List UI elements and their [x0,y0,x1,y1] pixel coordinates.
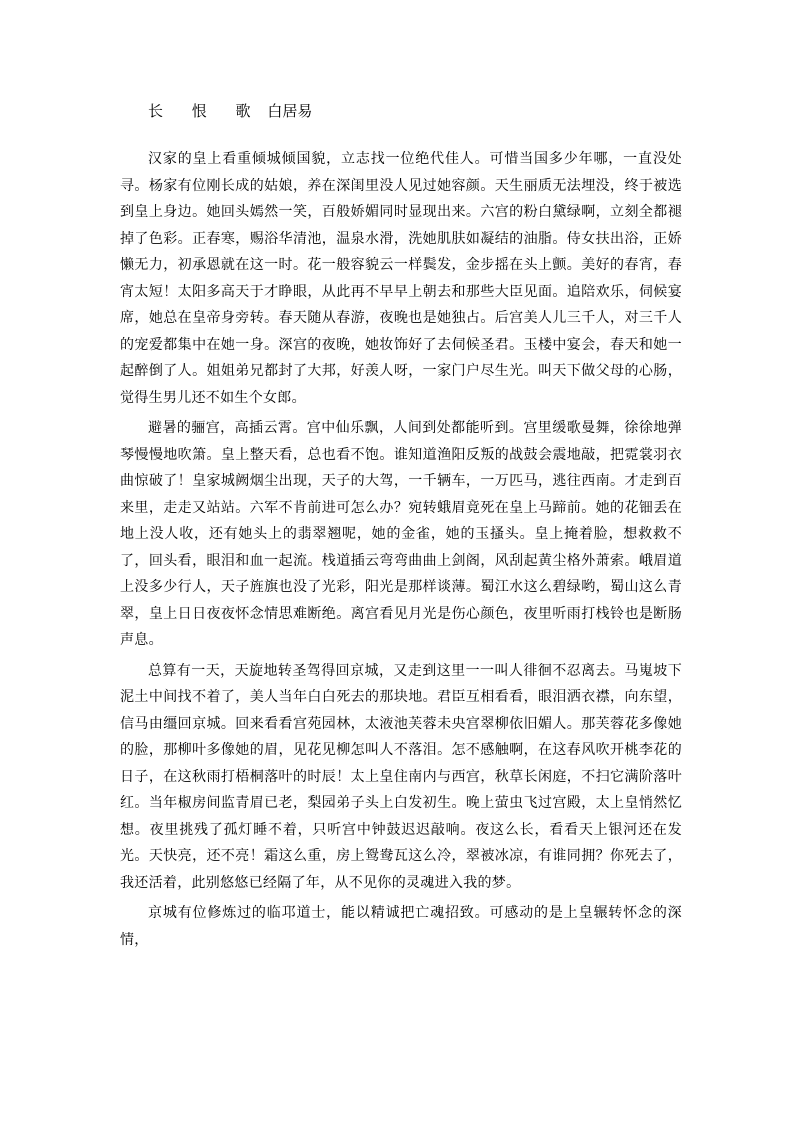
paragraph-1: 汉家的皇上看重倾城倾国貌，立志找一位绝代佳人。可惜当国多少年哪，一直没处寻。杨家有位刚长成的姑娘，养在深闺里没人见过她容颜。天生丽质无法埋没，终于被选到皇上身边。她回头嫣然一笑，百般娇媚同时显现出来。六宫的粉白黛绿啊，立刻全都褪掉了色彩。正春寒，赐浴华清池，温泉水滑，洗她肌肤如凝结的油脂。侍女扶出浴，正娇懒无力，初承恩就在这一时。花一般容貌云一样鬓发，金步摇在头上颤。美好的春宵，春宵太短！太阳多高天于才睁眼，从此再不早早上朝去和那些大臣见面。追陪欢乐，伺候宴席，她总在皇帝身旁转。春天随从春游，夜晚也是她独占。后宫美人儿三千人，对三千人的宠爱都集中在她一身。深宫的夜晚，她妆饰好了去伺候圣君。玉楼中宴会，春天和她一起醉倒了人。姐姐弟兄都封了大邦，好羡人呀，一家门户尽生光。叫天下做父母的心肠，觉得生男儿还不如生个女郎。 [120,151,682,406]
document-title [148,96,682,126]
document-page [120,96,682,1106]
title-author: 白居易 [267,102,313,120]
title-main: 长 恨 歌 [148,102,263,120]
paragraph-3: 总算有一天，天旋地转圣驾得回京城，又走到这里一一叫人徘徊不忍离去。马嵬坡下泥土中间找不着了，美人当年白白死去的那块地。君臣互相看看，眼泪洒衣襟，向东望，信马由缰回京城。回来看看宫苑园林，太液池芙蓉未央宫翠柳依旧媚人。那芙蓉花多像她的脸，那柳叶多像她的眉，见花见柳怎叫人不落泪。怎不感触啊，在这春风吹开桃李花的日子，在这秋雨打梧桐落叶的时辰！太上皇住南内与西宫，秋草长闲庭，不扫它满阶落叶红。当年椒房间监青眉已老，梨园弟子头上白发初生。晚上萤虫飞过宫殿，太上皇悄然忆想。夜里挑残了孤灯睡不着，只听宫中钟鼓迟迟敲响。夜这么长，看看天上银河还在发光。天快亮，还不亮！霜这么重，房上鸳鸯瓦这么冷，翠被冰凉，有谁同拥？你死去了，我还活着，此别悠悠已经隔了年，从不见你的灵魂进入我的梦。 [120,662,682,891]
paragraph-2: 避暑的骊宫，高插云霄。宫中仙乐飘，人间到处都能听到。宫里缓歌曼舞，徐徐地弹琴慢慢地吹箫。皇上整天看，总也看不饱。谁知道渔阳反叛的战鼓会震地敲，把霓裳羽衣曲惊破了！皇家城阙烟尘出现，天子的大驾，一千辆车，一万匹马，逃往西南。才走到百来里，走走又站站。六军不肯前进可怎么办？宛转蛾眉竟死在皇上马蹄前。她的花钿丢在地上没人收，还有她头上的翡翠翘呢，她的金雀，她的玉搔头。皇上掩着脸，想救救不了，回头看，眼泪和血一起流。栈道插云弯弯曲曲上剑阁，风刮起黄尘格外萧索。峨眉道上没多少行人，天子旌旗也没了光彩，阳光是那样谈薄。蜀江水这么碧绿哟，蜀山这么青翠，皇上日日夜夜怀念情思难断绝。离宫看见月光是伤心颜色，夜里听雨打栈铃也是断肠声息。 [120,420,682,648]
paragraph-4: 京城有位修炼过的临邛道士，能以精诚把亡魂招致。可感动的是上皇辗转怀念的深情， [120,905,682,948]
